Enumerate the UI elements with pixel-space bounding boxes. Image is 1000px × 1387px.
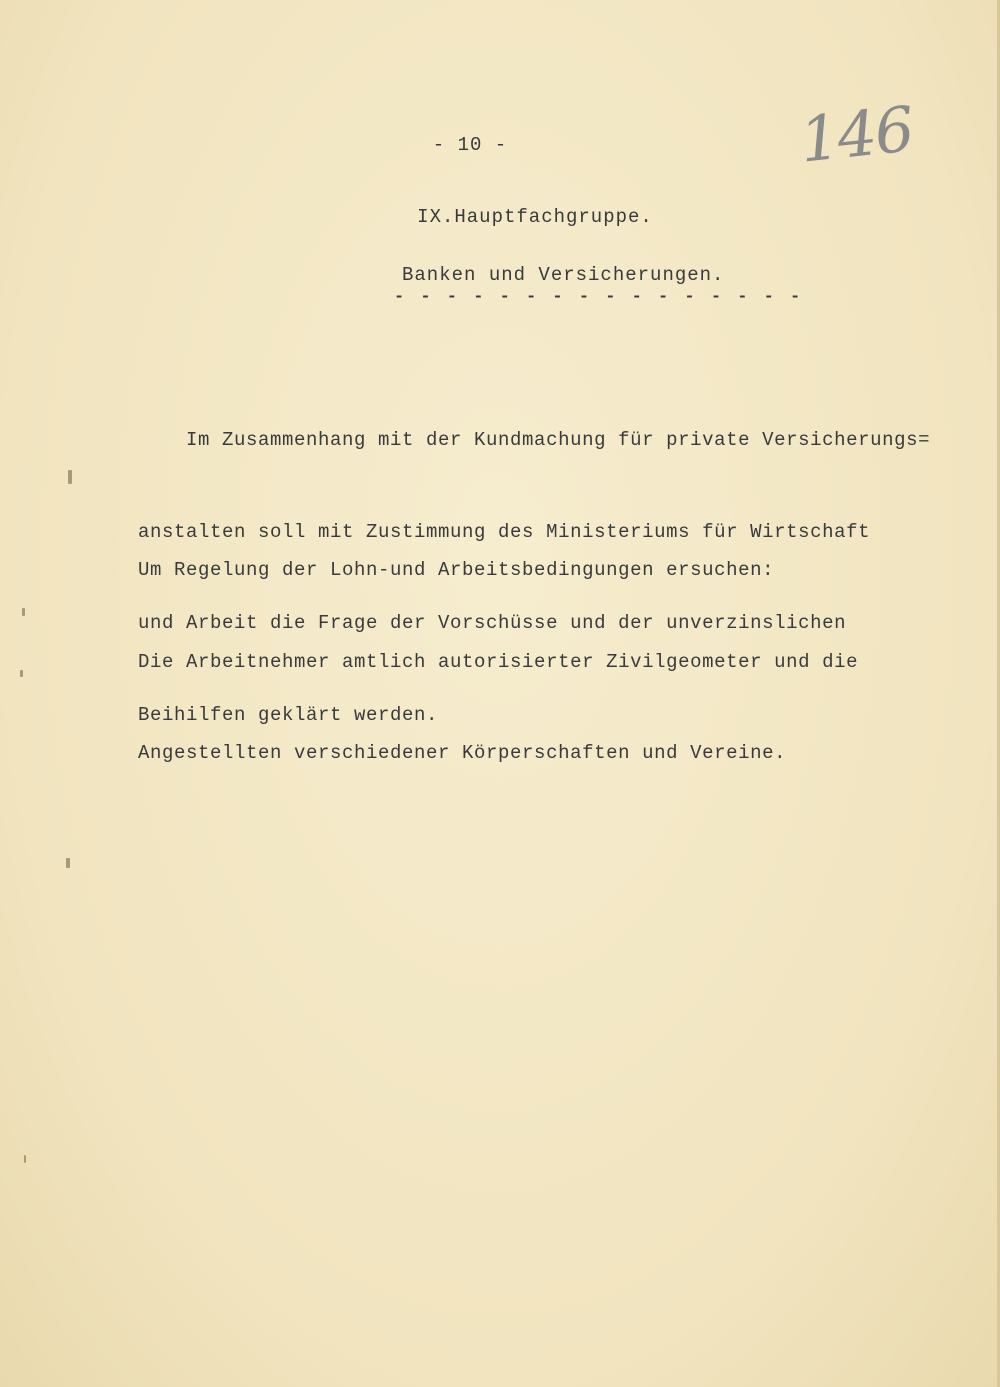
text-line: Um Regelung der Lohn-und Arbeitsbedingungen ersuchen: <box>138 559 775 581</box>
text-line: Im Zusammenhang mit der Kundmachung für private Versicherungs= <box>138 429 931 451</box>
page-number: - 10 - <box>432 134 508 156</box>
paper-speck <box>68 470 72 484</box>
paper-speck <box>20 670 23 677</box>
paragraph-wage-request <box>138 494 938 830</box>
paper-speck <box>66 858 70 868</box>
paper-speck <box>22 608 25 616</box>
paper-speck <box>24 1155 26 1163</box>
text-line: anstalten soll mit Zustimmung des Ministeriums für Wirtschaft <box>138 520 871 543</box>
text-line: Angestellten verschiedener Körperschaften und Vereine. <box>138 742 787 764</box>
handwritten-page-number: 146 <box>796 92 916 177</box>
text-line: Die Arbeitnehmer amtlich autorisierter Zivilgeometer und die <box>138 650 859 673</box>
section-heading: IX.Hauptfachgruppe. <box>417 206 653 228</box>
section-subheading: Banken und Versicherungen. <box>402 264 725 286</box>
text-line: und Arbeit die Frage der Vorschüsse und der unverzinslichen <box>138 612 847 634</box>
text-line: Beihilfen geklärt werden. <box>138 703 439 726</box>
heading-underline: - - - - - - - - - - - - - - - - <box>394 288 804 307</box>
